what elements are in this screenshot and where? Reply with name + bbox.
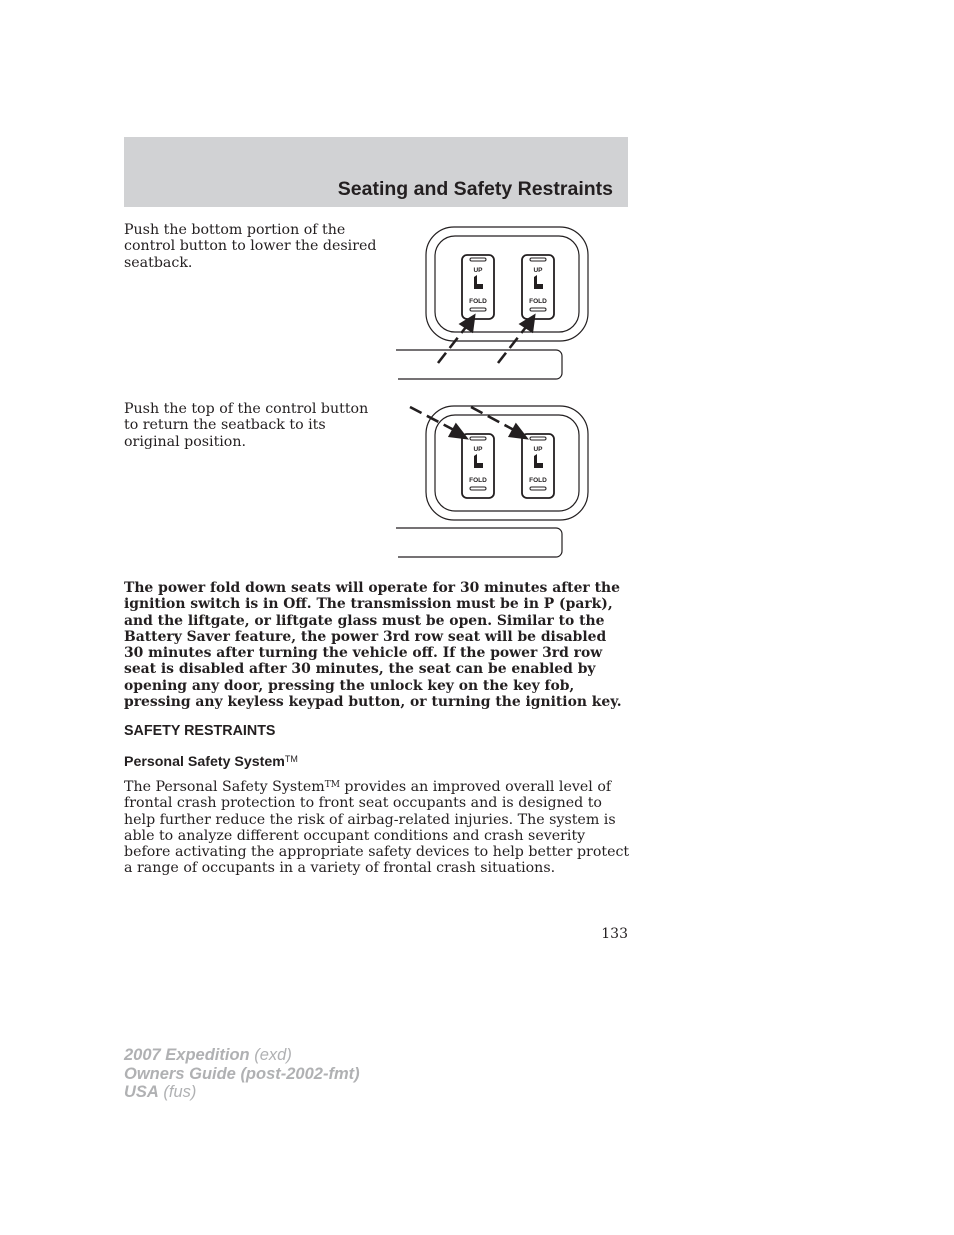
up-label: UP <box>533 446 543 453</box>
footer-line-2: Owners Guide (post-2002-fmt) <box>124 1064 360 1083</box>
up-label: UP <box>473 446 483 453</box>
body-text-start: The Personal Safety System <box>124 779 325 795</box>
control-panel <box>426 406 588 520</box>
footer-line-1: 2007 Expedition (exd) <box>124 1046 292 1064</box>
rocker-switch-left <box>462 255 494 319</box>
console-edge <box>396 528 562 557</box>
fold-label: FOLD <box>529 298 547 305</box>
seat-control-illustration-up <box>394 402 594 566</box>
instruction-lower-seatback: Push the bottom portion of the control button to lower the desired seatback. <box>124 222 377 271</box>
section-heading: SAFETY RESTRAINTS <box>124 723 276 739</box>
rocker-switch-right <box>522 255 554 319</box>
header-band <box>124 137 628 207</box>
fold-label: FOLD <box>469 477 487 484</box>
trademark-mark: TM <box>284 754 298 764</box>
body-text-rest: provides an improved overall level of frontal crash protection to front seat occupants and is designed to help further reduce the risk of airbag-related injuries. The system is able to analyze different occupant conditions and crash severity before activating the appropriate safety devices to help better protect a range of occupants in a variety of frontal crash situations. <box>124 779 630 877</box>
document-footer <box>124 1046 360 1102</box>
personal-safety-description <box>124 777 630 877</box>
rocker-switch-left <box>462 434 494 498</box>
footer-line-3: USA (fus) <box>124 1083 197 1101</box>
trademark-mark: TM <box>324 780 340 790</box>
fold-label: FOLD <box>469 298 487 305</box>
sub-heading-text: Personal Safety System <box>124 754 285 770</box>
sub-heading <box>124 754 298 770</box>
console-edge <box>396 350 562 379</box>
seat-icon <box>474 275 483 289</box>
rocker-switch-right <box>522 434 554 498</box>
up-label: UP <box>533 267 543 274</box>
instruction-return-seatback: Push the top of the control button to return the seatback to its original position. <box>124 401 369 450</box>
fold-label: FOLD <box>529 477 547 484</box>
up-label: UP <box>473 267 483 274</box>
seat-icon <box>534 454 543 468</box>
power-fold-warning: The power fold down seats will operate for 30 minutes after the ignition switch is in Off. The transmission must be in P (park), and the liftgate, or liftgate glass must be open. Similar to the Battery Saver feature, the power 3rd row seat will be disabled 30 minutes after turning the vehicle off. If the power 3rd row seat is disabled after 30 minutes, the seat can be enabled by opening any door, pressing the unlock key on the key fob, pressing any keyless keypad button, or turning the ignition key. <box>124 580 622 711</box>
control-panel <box>426 227 588 341</box>
seat-icon <box>534 275 543 289</box>
page-title: Seating and Safety Restraints <box>337 178 613 200</box>
page-number: 133 <box>601 926 628 942</box>
arrow-right <box>498 316 534 363</box>
seat-control-illustration-fold <box>394 223 594 387</box>
seat-icon <box>474 454 483 468</box>
